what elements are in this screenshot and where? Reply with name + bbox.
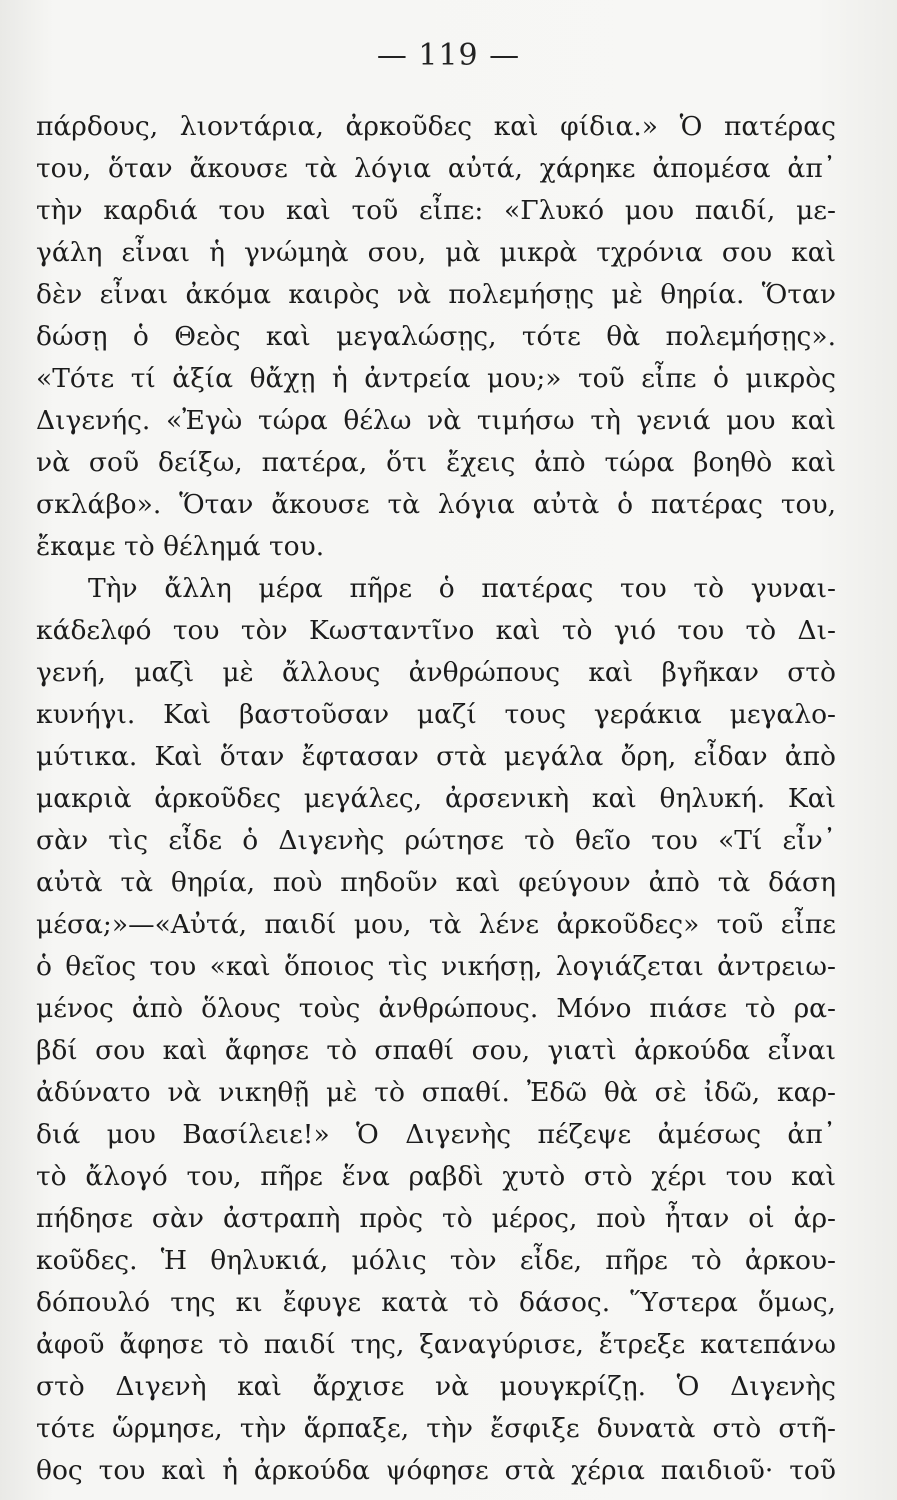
text-line: ἀδύνατο νὰ νικηθῇ μὲ τὸ σπαθί. Ἐδῶ θὰ σὲ ἰδῶ, καρ-: [36, 1077, 836, 1108]
text-line: ἀφοῦ ἄφησε τὸ παιδί της, ξαναγύρισε, ἔτρεξε κατεπάνω: [36, 1329, 836, 1360]
text-line: του, ὅταν ἄκουσε τὰ λόγια αὐτά, χάρηκε ἀπομέσα ἀπ᾿: [36, 153, 836, 184]
page-number: — 119 —: [376, 38, 521, 73]
text-line: σὰν τὶς εἶδε ὁ Διγενὴς ρώτησε τὸ θεῖο του «Τί εἶν᾿: [36, 825, 836, 856]
text-line: δὲν εἶναι ἀκόμα καιρὸς νὰ πολεμήσῃς μὲ θηρία. Ὅταν: [36, 279, 836, 310]
text-line: κοῦδες. Ἡ θηλυκιά, μόλις τὸν εἶδε, πῆρε τὸ ἀρκου-: [36, 1245, 836, 1276]
text-line: γάλη εἶναι ἡ γνώμηὰ σου, μὰ μικρὰ τχρόνια σου καὶ: [36, 237, 836, 268]
text-line: τὸ ἄλογό του, πῆρε ἕνα ραβδὶ χυτὸ στὸ χέρι του καὶ: [36, 1161, 836, 1192]
text-line: «Τότε τί ἀξία θἄχῃ ἡ ἀντρεία μου;» τοῦ εἶπε ὁ μικρὸς: [36, 363, 836, 394]
body-text: [36, 106, 836, 1492]
text-line: πάρδους, λιοντάρια, ἀρκοῦδες καὶ φίδια.» Ὁ πατέρας: [36, 111, 836, 142]
text-line: στὸ Διγενὴ καὶ ἄρχισε νὰ μουγκρίζῃ. Ὁ Διγενὴς: [36, 1371, 836, 1402]
text-line: μένος ἀπὸ ὅλους τοὺς ἀνθρώπους. Μόνο πιάσε τὸ ρα-: [36, 993, 836, 1024]
text-line: τότε ὥρμησε, τὴν ἅρπαξε, τὴν ἔσφιξε δυνατὰ στὸ στῆ-: [36, 1413, 836, 1444]
text-line: διά μου Βασίλειε!» Ὁ Διγενὴς πέζεψε ἀμέσως ἀπ᾿: [36, 1119, 836, 1150]
text-line: δώσῃ ὁ Θεὸς καὶ μεγαλώσῃς, τότε θὰ πολεμήσῃς».: [36, 321, 836, 352]
text-line: γενή, μαζὶ μὲ ἄλλους ἀνθρώπους καὶ βγῆκαν στὸ: [36, 657, 836, 688]
text-line: Διγενής. «Ἐγὼ τώρα θέλω νὰ τιμήσω τὴ γενιά μου καὶ: [36, 405, 836, 436]
text-line: σκλάβο». Ὅταν ἄκουσε τὰ λόγια αὐτὰ ὁ πατέρας του,: [36, 489, 836, 520]
text-line: ὁ θεῖος του «καὶ ὅποιος τὶς νικήσῃ, λογιάζεται ἀντρειω-: [36, 951, 836, 982]
text-line: αὐτὰ τὰ θηρία, ποὺ πηδοῦν καὶ φεύγουν ἀπὸ τὰ δάση: [36, 867, 836, 898]
text-line: μακριὰ ἀρκοῦδες μεγάλες, ἀρσενικὴ καὶ θηλυκή. Καὶ: [36, 783, 836, 814]
text-line: τὴν καρδιά του καὶ τοῦ εἶπε: «Γλυκό μου παιδί, με-: [36, 195, 836, 226]
text-line: κάδελφό του τὸν Κωσταντῖνο καὶ τὸ γιό του τὸ Δι-: [36, 615, 836, 646]
paragraph-start-line: Τὴν ἄλλη μέρα πῆρε ὁ πατέρας του τὸ γυναι-: [88, 573, 836, 604]
text-line: δόπουλό της κι ἔφυγε κατὰ τὸ δάσος. Ὕστερα ὅμως,: [36, 1287, 836, 1318]
text-line: μέσα;»—«Αὐτά, παιδί μου, τὰ λένε ἀρκοῦδες» τοῦ εἶπε: [36, 909, 836, 940]
text-line: μύτικα. Καὶ ὅταν ἔφτασαν στὰ μεγάλα ὄρη, εἶδαν ἀπὸ: [36, 741, 836, 772]
text-line: νὰ σοῦ δείξω, πατέρα, ὅτι ἔχεις ἀπὸ τώρα βοηθὸ καὶ: [36, 447, 836, 478]
paragraph-end-line: ἔκαμε τὸ θέλημά του.: [36, 531, 325, 562]
text-line: βδί σου καὶ ἄφησε τὸ σπαθί σου, γιατὶ ἀρκούδα εἶναι: [36, 1035, 836, 1066]
text-line: θος του καὶ ἡ ἀρκούδα ψόφησε στὰ χέρια παιδιοῦ· τοῦ: [36, 1455, 836, 1486]
text-line: πήδησε σὰν ἀστραπὴ πρὸς τὸ μέρος, ποὺ ἦταν οἱ ἀρ-: [36, 1203, 836, 1234]
text-line: κυνήγι. Καὶ βαστοῦσαν μαζί τους γεράκια μεγαλο-: [36, 699, 836, 730]
